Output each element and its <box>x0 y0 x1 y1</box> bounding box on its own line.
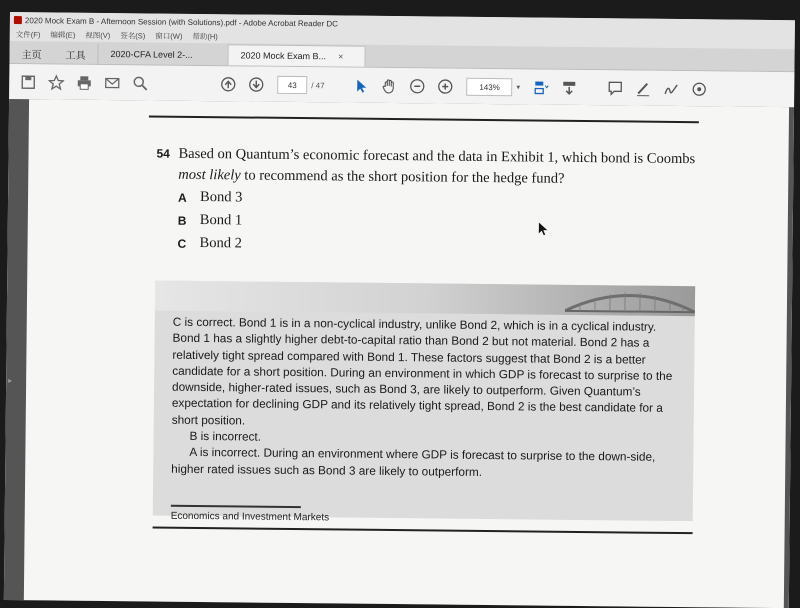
next-page-icon[interactable] <box>245 73 267 95</box>
zoom-level-select[interactable]: 143% <box>466 78 512 96</box>
menu-sign[interactable]: 签名(S) <box>120 30 145 41</box>
menu-help[interactable]: 帮助(H) <box>192 31 218 42</box>
tab-document-2[interactable] <box>227 44 365 66</box>
tab-document-1[interactable] <box>97 44 227 65</box>
save-icon[interactable] <box>17 71 39 93</box>
comment-icon[interactable] <box>604 77 626 99</box>
pdf-page <box>24 99 789 608</box>
side-panel-toggle-icon[interactable]: ▸ <box>8 376 12 385</box>
bottom-rule <box>153 527 693 535</box>
stamp-icon[interactable] <box>688 78 710 100</box>
question-block <box>156 144 716 192</box>
menu-window[interactable]: 窗口(W) <box>155 31 182 42</box>
tab-tools[interactable]: 工具 <box>53 43 97 63</box>
zoom-in-icon[interactable] <box>434 75 456 97</box>
zoom-out-icon[interactable] <box>406 75 428 97</box>
search-icon[interactable] <box>129 72 151 94</box>
print-icon[interactable] <box>73 72 95 94</box>
bridge-graphic-icon <box>565 285 695 316</box>
sign-icon[interactable] <box>660 78 682 100</box>
pen-icon[interactable] <box>632 78 654 100</box>
window-title: 2020 Mock Exam B - Afternoon Session (with Solutions).pdf - Adobe Acrobat Reader DC <box>25 16 338 28</box>
tab-home[interactable]: 主页 <box>9 43 53 63</box>
solution-paragraph-a: A is incorrect. During an environment where GDP is forecast to surprise to the down-side, higher rated issues such as Bond 3 are likely to outperform. <box>171 444 675 482</box>
solution-paragraph-correct: C is correct. Bond 1 is in a non-cyclical industry, unlike Bond 2, which is in a cyclical industry. Bond 1 has a slightly higher debt-to-capital ratio than Bond 2 but not material. Bond 2 has a relatively tight spread compared with Bond 1. These factors suggest that Bond 2 is a better candidate for a short position. During an environment in which GDP is forecast to surprise to the downside, higher-rated issues, such as Bond 3, are likely to outperform. Given Quantum’s expectation for declining GDP and its relatively tight spread, Bond 2 is the best candidate for a short position. <box>172 314 677 433</box>
option-letter: A <box>178 190 200 204</box>
document-area <box>4 99 794 608</box>
top-rule <box>149 115 699 123</box>
scroll-mode-icon[interactable] <box>558 77 580 99</box>
select-cursor-icon[interactable] <box>350 75 372 97</box>
question-text-emphasis: most likely <box>178 167 241 184</box>
hand-tool-icon[interactable] <box>378 75 400 97</box>
tab-document-2-label: 2020 Mock Exam B... <box>241 50 327 61</box>
option-letter: B <box>178 213 200 227</box>
menu-view[interactable]: 视图(V) <box>85 30 110 41</box>
solution-header <box>155 281 695 317</box>
prev-page-icon[interactable] <box>217 73 239 95</box>
option-c <box>177 232 242 256</box>
menu-file[interactable]: 文件(F) <box>16 29 41 40</box>
page-number-input[interactable]: 43 <box>277 76 307 94</box>
app-window <box>4 12 795 608</box>
solution-box <box>153 281 695 522</box>
option-letter: C <box>178 236 200 250</box>
option-text: Bond 3 <box>200 189 242 206</box>
option-a <box>178 186 243 210</box>
question-text-end: to recommend as the short position for the hedge fund? <box>241 167 565 186</box>
question-text <box>178 144 716 192</box>
tab-document-1-label: 2020-CFA Level 2-... <box>111 49 193 60</box>
mail-icon[interactable] <box>101 72 123 94</box>
solution-text <box>153 311 695 483</box>
footer-text: Economics and Investment Markets <box>171 511 330 524</box>
option-text: Bond 2 <box>199 235 241 252</box>
mouse-pointer-icon <box>539 223 549 241</box>
answer-options <box>177 186 242 256</box>
page-total: / 47 <box>311 81 324 90</box>
option-text: Bond 1 <box>200 212 242 229</box>
question-number: 54 <box>156 144 170 165</box>
star-icon[interactable] <box>45 71 67 93</box>
menu-edit[interactable]: 编辑(E) <box>50 29 75 40</box>
option-b <box>178 209 243 233</box>
acrobat-icon <box>14 16 22 24</box>
chevron-down-icon[interactable]: ▾ <box>517 83 521 91</box>
solution-paragraph-b: B is incorrect. <box>171 428 675 450</box>
question-text-start: Based on Quantum’s economic forecast and the data in Exhibit 1, which bond is Coombs <box>178 146 695 167</box>
page-display-icon[interactable] <box>530 76 552 98</box>
tab-close-icon[interactable]: × <box>338 51 343 61</box>
